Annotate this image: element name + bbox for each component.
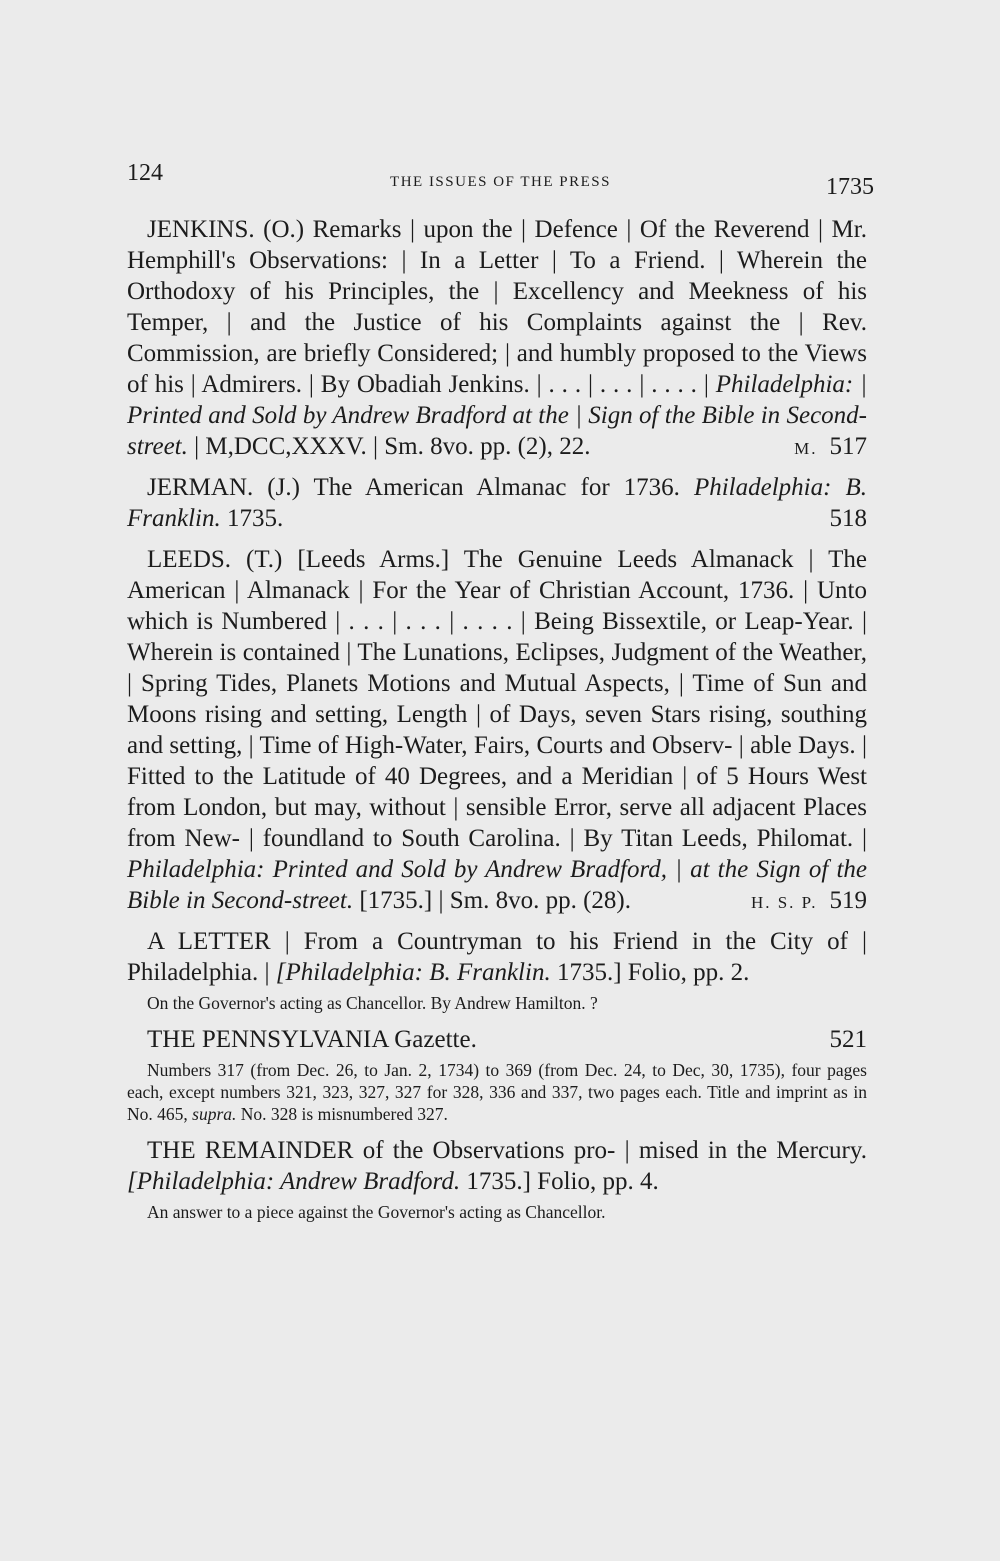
entry-imprint: [Philadelphia: B. Franklin. bbox=[275, 959, 551, 986]
entry-text: JENKINS. (O.) Remarks | upon the | Defence | Of the Reverend | Mr. Hemphill's Observations: | In a Letter | To a Friend. | Wherein the Orthodoxy of his Principles, the | Excellency and Meekness of his Temper, | and the Justice of his Complaints against the | Rev. Commission, are briefly Considered; | and humbly proposed to the Views of his | Admirers. | By Obadiah Jenkins. | . . . | . . . | . . . . | bbox=[127, 216, 867, 398]
entry-number: 521 bbox=[829, 1026, 867, 1053]
entry-521 bbox=[127, 1024, 867, 1125]
entry-number: 519 bbox=[829, 887, 867, 914]
entry-tail: | M,DCC,XXXV. | Sm. 8vo. pp. (2), 22. bbox=[194, 433, 591, 460]
entry-number-group bbox=[731, 885, 867, 918]
header-year: 1735 bbox=[826, 174, 874, 200]
entry-imprint: [Philadelphia: Andrew Bradford. bbox=[127, 1168, 461, 1195]
entry-number: 518 bbox=[829, 505, 867, 532]
entry-517 bbox=[127, 214, 867, 462]
entry-location: H. S. P. bbox=[750, 893, 818, 912]
entry-note: Numbers 317 (from Dec. 26, to Jan. 2, 1734) to 369 (from Dec. 24, to Dec, 30, 1735), four pages each, except numbers 321, 323, 327, 327 for 328, 336 and 337, two pages each. Title and imprint as in No. 465, supra. No. 328 is misnumbered 327. bbox=[127, 1060, 867, 1124]
entry-imprint: Philadelphia: Printed and Sold by Andrew Bradford, | at the Sign of the Bible in Second-street. bbox=[127, 856, 867, 914]
entry-text: JERMAN. (J.) The American Almanac for 1736. bbox=[147, 474, 680, 501]
entry-522 bbox=[127, 1135, 867, 1223]
entry-text: LEEDS. (T.) [Leeds Arms.] The Genuine Leeds Almanack | The American | Almanack | For the Year of Christian Account, 1736. | Unto which is Numbered | . . . | . . . | . . . . | Being Bissextile, or Leap-Year. | Wherein is contained | The Lunations, Eclipses, Judgment of the Weather, | Spring Tides, Planets Motions and Mutual Aspects, | Time of Sun and Moons rising and setting, Length | of Days, seven Stars rising, southing and setting, | Time of High-Water, Fairs, Courts and Observ- | able Days. | Fitted to the Latitude of 40 Degrees, and a Meridian | of 5 Hours West from London, but may, without | sensible Error, serve all adjacent Places from New- | foundland to South Carolina. | By Titan Leeds, Philomat. | bbox=[127, 546, 867, 852]
entries-list bbox=[127, 214, 867, 1233]
entry-note: On the Governor's acting as Chancellor. By Andrew Hamilton. ? bbox=[147, 993, 598, 1013]
entry-imprint: Philadelphia: | Printed and Sold by Andrew Bradford at the | Sign of the Bible in Second-street. bbox=[127, 371, 867, 460]
entry-tail: [1735.] | Sm. 8vo. pp. (28). bbox=[359, 887, 631, 914]
entry-imprint: Philadelphia: B. Franklin. bbox=[127, 474, 867, 532]
entry-518 bbox=[127, 472, 867, 534]
entry-tail: 1735.] Folio, pp. 2. bbox=[556, 959, 750, 986]
entry-tail: 1735. bbox=[227, 505, 284, 532]
entry-location: M. bbox=[794, 439, 818, 458]
running-title: THE ISSUES OF THE PRESS bbox=[390, 174, 611, 190]
page-number: 124 bbox=[127, 160, 163, 186]
entry-tail: 1735.] Folio, pp. 4. bbox=[466, 1168, 659, 1195]
entry-519 bbox=[127, 544, 867, 916]
entry-text: THE REMAINDER of the Observations pro- | mised in the Mercury. bbox=[147, 1137, 867, 1164]
page-header bbox=[127, 160, 874, 200]
entry-520 bbox=[127, 926, 867, 1014]
entry-note: An answer to a piece against the Governor's acting as Chancellor. bbox=[147, 1202, 606, 1222]
entry-number-group bbox=[774, 431, 867, 464]
entry-number: 517 bbox=[829, 433, 867, 460]
entry-text: A LETTER | From a Countryman to his Friend in the City of | Philadelphia. | bbox=[127, 928, 867, 986]
entry-text: THE PENNSYLVANIA Gazette. bbox=[147, 1026, 477, 1053]
